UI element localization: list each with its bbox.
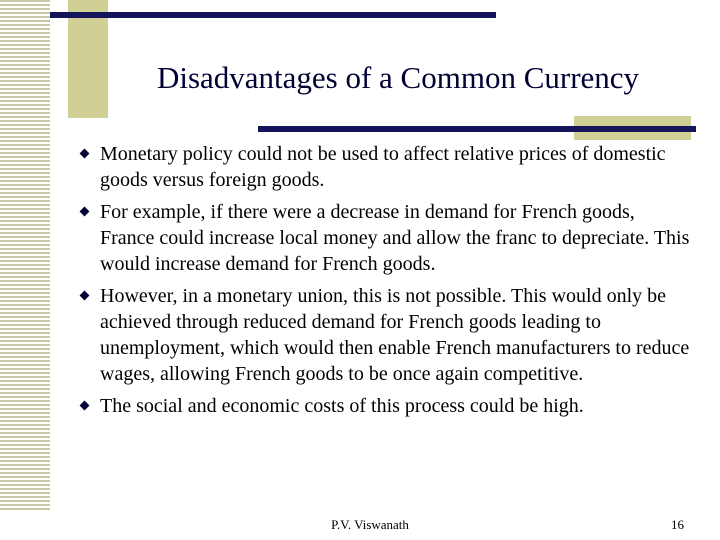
decorative-stripes: [0, 0, 50, 512]
diamond-bullet-icon: [80, 207, 90, 217]
decorative-navy-bar-top: [50, 12, 496, 18]
bullet-text: Monetary policy could not be used to affect relative prices of domestic goods versus foreign goods.: [100, 143, 666, 191]
bullet-text: For example, if there were a decrease in demand for French goods, France could increase local money and allow the franc to depreciate. This would increase demand for French goods.: [100, 201, 690, 275]
bullet-list: [78, 141, 690, 425]
slide-title: Disadvantages of a Common Currency: [156, 60, 640, 95]
bullet-item: [78, 141, 690, 193]
page-number: 16: [671, 517, 684, 532]
diamond-bullet-icon: [80, 401, 90, 411]
decorative-navy-bar-right: [258, 126, 696, 132]
diamond-bullet-icon: [80, 291, 90, 301]
bullet-text: The social and economic costs of this process could be high.: [100, 395, 584, 417]
bullet-item: [78, 283, 690, 387]
bullet-item: [78, 199, 690, 277]
bullet-item: [78, 393, 690, 419]
footer-author: P.V. Viswanath: [331, 517, 409, 532]
bullet-text: However, in a monetary union, this is not possible. This would only be achieved through reduced demand for French goods leading to unemployment, which would then enable French manufacturers to reduce wages, allowing French goods to be once again competitive.: [100, 285, 690, 385]
diamond-bullet-icon: [80, 149, 90, 159]
